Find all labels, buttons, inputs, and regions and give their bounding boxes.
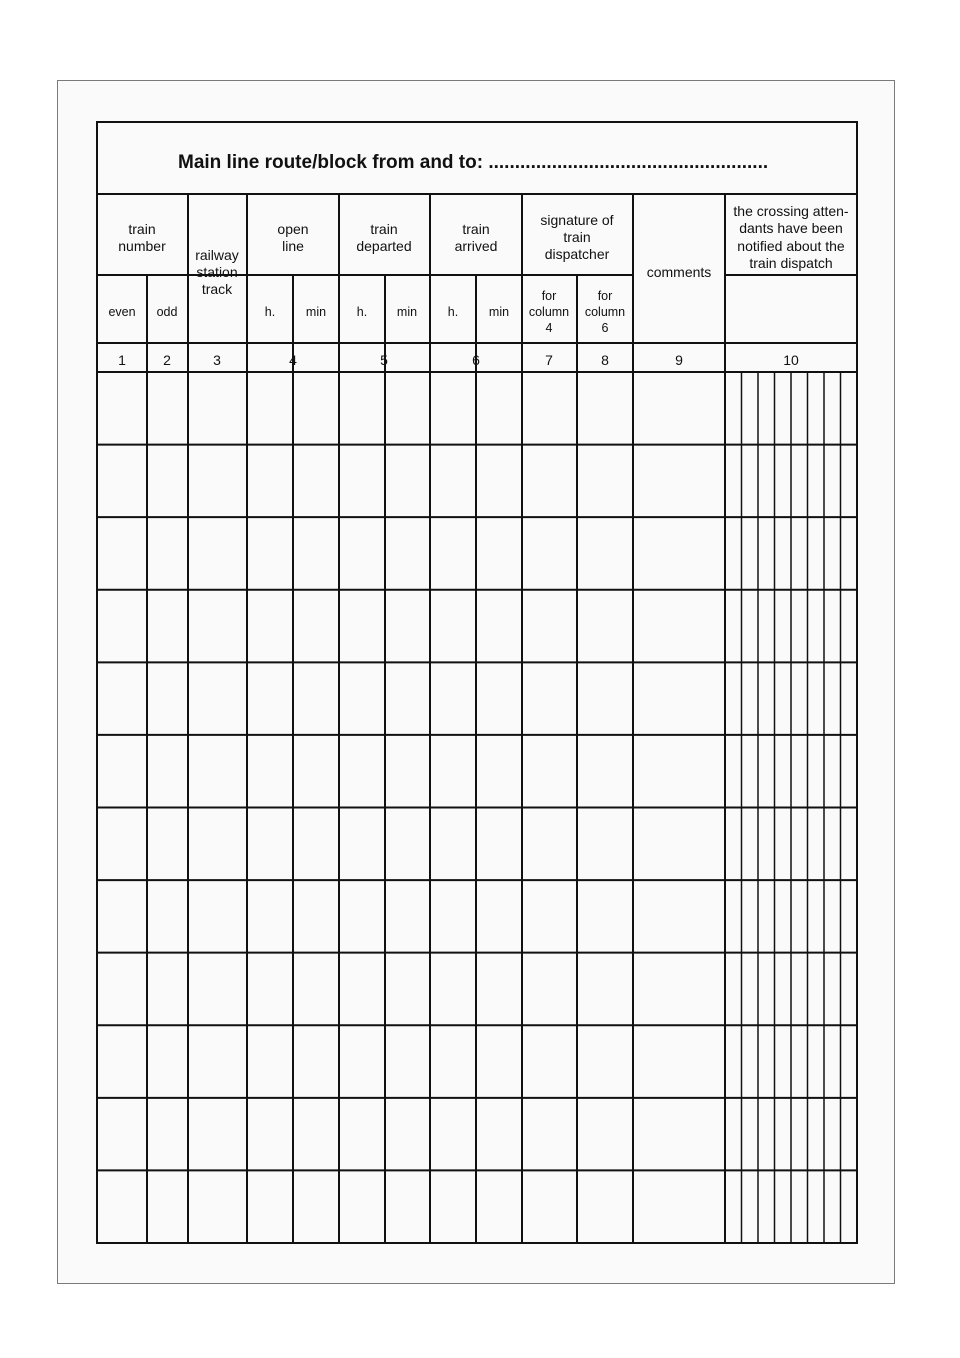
header-open-line-line2: line [282,238,304,254]
subheader-for-column-6-line2: column [584,305,626,319]
subheader-for-column-4-line1: for [541,289,557,303]
header-train-number-line1: train [128,221,156,237]
header-crossing-line3: notified about the [737,238,845,254]
form-title: Main line route/block from and to: ..................................................... [178,152,769,173]
header-train-arrived-line2: arrived [454,238,498,254]
header-signature-line1: signature of [540,212,614,228]
column-number-7: 7 [545,352,553,368]
header-crossing-line4: train dispatch [749,255,833,271]
subheader-open-line-hours: h. [264,305,276,319]
header-crossing-line1: the crossing atten- [733,203,849,219]
subheader-open-line-minutes: min [305,305,327,319]
header-train-departed-line2: departed [356,238,412,254]
subheader-departed-minutes: min [396,305,418,319]
subheader-for-column-6-line1: for [597,289,613,303]
column-number-8: 8 [601,352,609,368]
column-number-3: 3 [213,352,221,368]
subheader-even: even [108,305,136,319]
header-open-line-line1: open [277,221,309,237]
column-number-2: 2 [163,352,171,368]
header-railway-line2: station [196,264,238,280]
header-crossing-line2: dants have been [739,220,843,236]
subheader-for-column-4-line2: column [528,305,570,319]
column-number-6: 6 [472,352,480,368]
header-signature-line3: dispatcher [544,246,610,262]
column-number-5: 5 [380,352,388,368]
header-signature-line2: train [563,229,591,245]
column-number-10: 10 [783,352,799,368]
header-railway-line1: railway [195,247,239,263]
header-railway-line3: track [201,281,233,297]
header-train-departed-line1: train [370,221,398,237]
subheader-arrived-hours: h. [447,305,459,319]
header-comments: comments [646,264,712,280]
column-number-9: 9 [675,352,683,368]
subheader-departed-hours: h. [356,305,368,319]
subheader-for-column-6-line3: 6 [601,321,609,335]
subheader-odd: odd [156,305,178,319]
header-train-number-line2: number [118,238,166,254]
subheader-arrived-minutes: min [488,305,510,319]
column-number-4: 4 [289,352,297,368]
column-number-1: 1 [118,352,126,368]
header-train-arrived-line1: train [462,221,490,237]
subheader-for-column-4-line3: 4 [545,321,553,335]
